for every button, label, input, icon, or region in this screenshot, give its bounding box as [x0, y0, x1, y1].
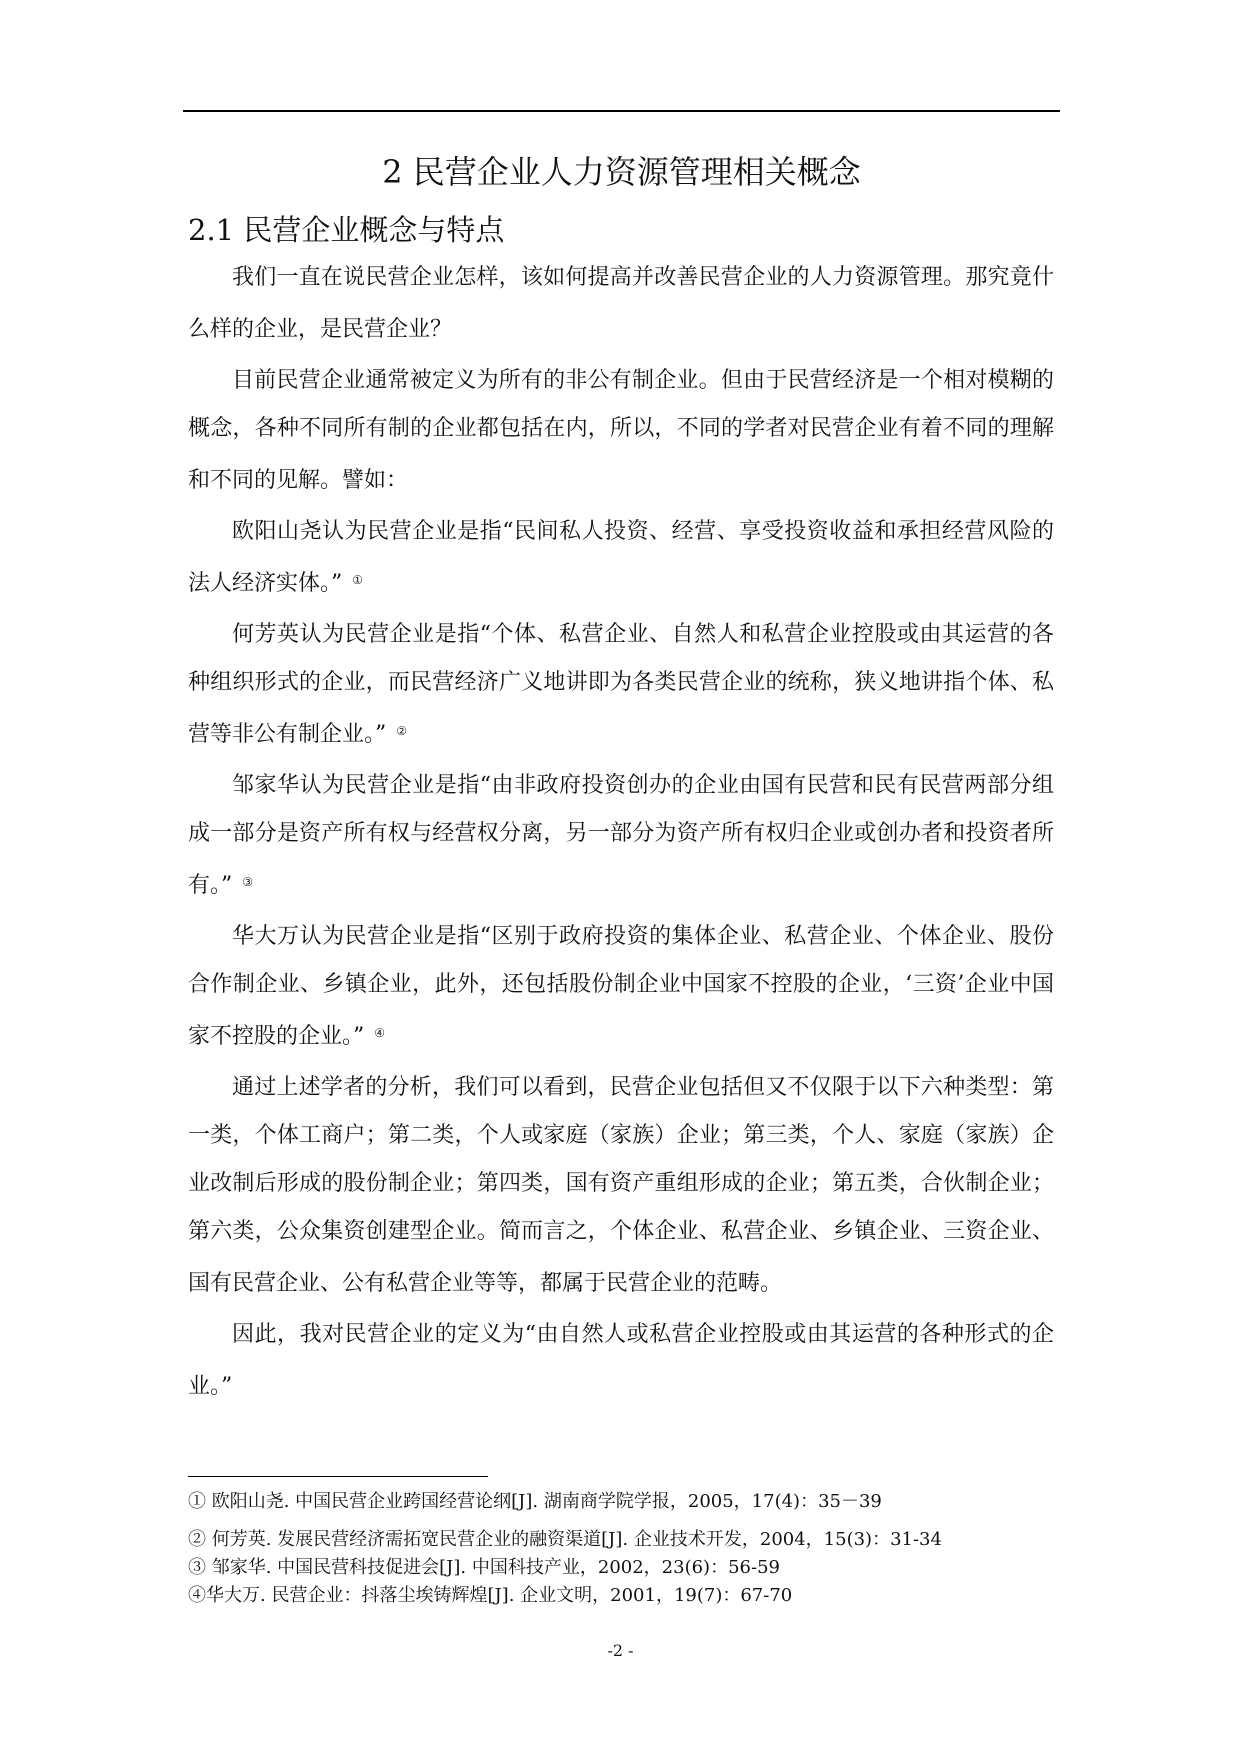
paragraph: 何芳英认为民营企业是指“个体、私营企业、自然人和私营企业控股或由其运营的各种组织形式的企业，而民营经济广义地讲即为各类民营企业的统称，狭义地讲指个体、私营等非公有制企业。” ②: [188, 622, 1054, 747]
footnote-separator: [188, 1476, 488, 1477]
header-rule: [183, 110, 1060, 112]
paragraph: 邹家华认为民营企业是指“由非政府投资创办的企业由国有民营和民有民营两部分组成一部分是资产所有权与经营权分离，另一部分为资产所有权归企业或创办者和投资者所有。” ③: [188, 773, 1054, 898]
paragraph: 我们一直在说民营企业怎样，该如何提高并改善民营企业的人力资源管理。那究竟什么样的企业，是民营企业？: [188, 265, 1054, 342]
footnote-ref: ①: [352, 573, 364, 587]
footnote-ref: ④: [374, 1026, 386, 1040]
footnote: ④华大万. 民营企业：抖落尘埃铸辉煌[J]. 企业文明，2001，19(7)：67-70: [188, 1585, 793, 1606]
paragraph: 因此，我对民营企业的定义为“由自然人或私营企业控股或由其运营的各种形式的企业。”: [188, 1322, 1054, 1399]
chapter-title: 2 民营企业人力资源管理相关概念: [382, 153, 861, 191]
footnotes: [188, 1488, 1088, 1610]
footnote: ② 何芳英. 发展民营经济需拓宽民营企业的融资渠道[J]. 企业技术开发，2004，15(3)：31-34: [188, 1529, 942, 1550]
footnote: ① 欧阳山尧. 中国民营企业跨国经营论纲[J]. 湖南商学院学报，2005，17(4)：35－39: [188, 1491, 882, 1512]
paragraph: 通过上述学者的分析，我们可以看到，民营企业包括但又不仅限于以下六种类型：第一类，个体工商户；第二类，个人或家庭（家族）企业；第三类，个人、家庭（家族）企业改制后形成的股份制企业；第四类，国有资产重组形成的企业；第五类，合伙制企业；第六类，公众集资创建型企业。简而言之，个体企业、私营企业、乡镇企业、三资企业、国有民营企业、公有私营企业等等，都属于民营企业的范畴。: [188, 1075, 1054, 1296]
footnote-ref: ③: [242, 875, 254, 889]
paragraph: 目前民营企业通常被定义为所有的非公有制企业。但由于民营经济是一个相对模糊的概念，各种不同所有制的企业都包括在内，所以，不同的学者对民营企业有着不同的理解和不同的见解。譬如：: [188, 368, 1054, 493]
footnote: ③ 邹家华. 中国民营科技促进会[J]. 中国科技产业，2002，23(6)：56-59: [188, 1557, 780, 1578]
footnote-ref: ②: [396, 724, 408, 738]
section-title: 2.1 民营企业概念与特点: [188, 213, 505, 247]
body-text: [188, 254, 1054, 1414]
page-number: -2 -: [607, 1641, 634, 1660]
paragraph: 欧阳山尧认为民营企业是指“民间私人投资、经营、享受投资收益和承担经营风险的法人经济实体。” ①: [188, 519, 1054, 596]
paragraph: 华大万认为民营企业是指“区别于政府投资的集体企业、私营企业、个体企业、股份合作制企业、乡镇企业，此外，还包括股份制企业中国家不控股的企业，‘三资’企业中国家不控股的企业。” ④: [188, 924, 1054, 1049]
